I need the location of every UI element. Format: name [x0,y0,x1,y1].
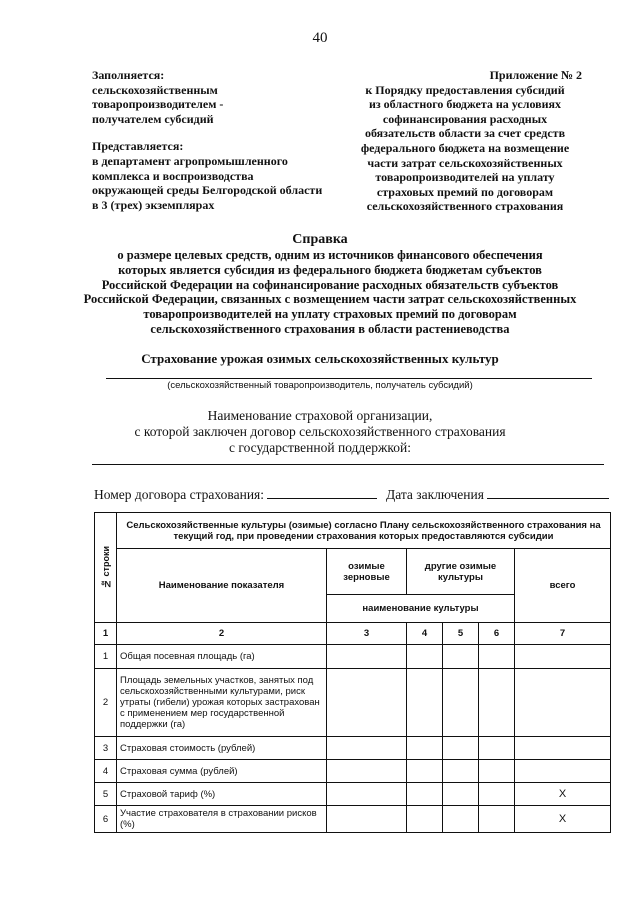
insurer-line: Наименование страховой организации, [207,408,433,423]
value-cell[interactable] [327,737,407,760]
total-cell[interactable] [515,645,611,669]
value-cell[interactable] [443,669,479,737]
value-cell[interactable] [327,760,407,783]
value-cell[interactable] [407,645,443,669]
table-row [95,806,611,833]
description-line: товаропроизводителей на уплату страховых премий по договорам [143,307,517,322]
value-cell[interactable] [479,669,515,737]
insurer-line: с которой заключен договор сельскохозяйственного страхования [134,424,506,439]
appendix-line: страховых премий по договорам [376,184,554,199]
value-cell[interactable] [327,783,407,806]
appendix-line: части затрат сельскохозяйственных [367,155,563,170]
appendix-line: федерального бюджета на возмещение [360,140,570,155]
row-number-header: № строки [95,513,117,623]
value-cell[interactable] [443,645,479,669]
row-name: Площадь земельных участков, занятых под сельскохозяйственными культурами, риск утраты (гибели) урожая которых застрахован с применением мер государственной поддержки (га) [117,669,327,737]
fill-line: получателем субсидий [92,111,214,126]
description-line: Российской Федерации на софинансирование расходных обязательств субъектов [101,277,559,292]
document-subtitle: Страхование урожая озимых сельскохозяйственных культур [141,351,499,366]
row-number: 4 [95,760,117,783]
table-row [95,783,611,806]
table-row [95,760,611,783]
appendix-line: софинансирования расходных [382,111,548,126]
value-cell[interactable] [479,645,515,669]
description-line: сельскохозяйственного страхования в области растениеводства [150,321,510,336]
appendix-line: из областного бюджета на условиях [368,97,562,112]
crops-header: Сельскохозяйственные культуры (озимые) согласно Плану сельскохозяйственного страхования на текущий год, при проведении страхования которых предоставляются субсидии [117,513,611,549]
value-cell[interactable] [479,737,515,760]
contract-number-field[interactable] [267,485,377,499]
total-cell[interactable] [515,669,611,737]
value-cell[interactable] [443,760,479,783]
table-row [95,737,611,760]
row-number: 1 [95,645,117,669]
producer-caption: (сельскохозяйственный товаропроизводитель, получатель субсидий) [167,380,473,391]
table-row [95,645,611,669]
submission-info [92,68,362,212]
value-cell[interactable] [443,737,479,760]
submit-line: комплекса и воспроизводства [92,168,254,183]
appendix-line: к Порядку предоставления субсидий [365,82,565,97]
value-cell[interactable] [407,669,443,737]
value-cell[interactable] [479,806,515,833]
column-number: 3 [327,623,407,645]
table-row [95,669,611,737]
column-number: 4 [407,623,443,645]
row-name: Участие страхователя в страховании рисков (%) [117,806,327,833]
crop-name-header: наименование культуры [327,595,515,623]
total-cell[interactable] [515,760,611,783]
contract-date-field[interactable] [487,485,609,499]
winter-grain-header: озимые зерновые [327,549,407,595]
row-number: 3 [95,737,117,760]
value-cell[interactable] [407,760,443,783]
row-number: 5 [95,783,117,806]
submit-heading: Представляется: [92,139,184,154]
other-winter-header: другие озимые культуры [407,549,515,595]
value-cell[interactable] [479,783,515,806]
contract-number [94,485,377,503]
insurer-name-field[interactable] [92,464,604,465]
document-title: Справка [292,232,348,247]
submit-line: в 3 (трех) экземплярах [92,197,215,212]
description-line: о размере целевых средств, одним из источников финансового обеспечения [117,248,543,262]
total-cell: X [515,783,611,806]
row-name: Страховой тариф (%) [117,783,327,806]
total-cell: X [515,806,611,833]
row-name: Общая посевная площадь (га) [117,645,327,669]
column-number: 1 [95,623,117,645]
fill-heading: Заполняется: [92,68,165,82]
column-number: 2 [117,623,327,645]
contract-date-label: Дата заключения [386,487,484,502]
contract-date [386,485,609,503]
insurance-table [94,512,611,833]
value-cell[interactable] [443,806,479,833]
appendix-label: Приложение № 2 [489,68,582,82]
page-number: 40 [312,30,328,46]
insurer-label [100,408,540,456]
description-line: Российской Федерации, связанных с возмещением части затрат сельскохозяйственных [83,292,577,307]
row-number: 6 [95,806,117,833]
value-cell[interactable] [443,783,479,806]
value-cell[interactable] [479,760,515,783]
column-number: 5 [443,623,479,645]
description-line: которых является субсидия из федерального бюджета бюджетам субъектов [118,262,542,277]
fill-line: сельскохозяйственным [92,82,218,97]
appendix-line: обязательств области за счет средств [364,126,566,141]
contract-number-label: Номер договора страхования: [94,487,265,502]
fill-line: товаропроизводителем - [92,97,224,112]
submit-line: окружающей среды Белгородской области [92,183,323,198]
document-description [60,248,600,337]
value-cell[interactable] [327,669,407,737]
producer-name-field[interactable] [106,378,592,379]
row-name: Страховая сумма (рублей) [117,760,327,783]
column-number: 6 [479,623,515,645]
value-cell[interactable] [407,783,443,806]
value-cell[interactable] [327,645,407,669]
indicator-header: Наименование показателя [117,549,327,623]
appendix-line: сельскохозяйственного страхования [366,199,564,214]
value-cell[interactable] [407,737,443,760]
value-cell[interactable] [407,806,443,833]
column-number: 7 [515,623,611,645]
insurer-line: с государственной поддержкой: [229,440,411,455]
value-cell[interactable] [327,806,407,833]
appendix-line: товаропроизводителей на уплату [375,170,555,185]
total-cell[interactable] [515,737,611,760]
appendix-block [330,68,600,214]
total-header: всего [515,549,611,623]
row-number: 2 [95,669,117,737]
row-name: Страховая стоимость (рублей) [117,737,327,760]
submit-line: в департамент агропромышленного [92,153,288,168]
